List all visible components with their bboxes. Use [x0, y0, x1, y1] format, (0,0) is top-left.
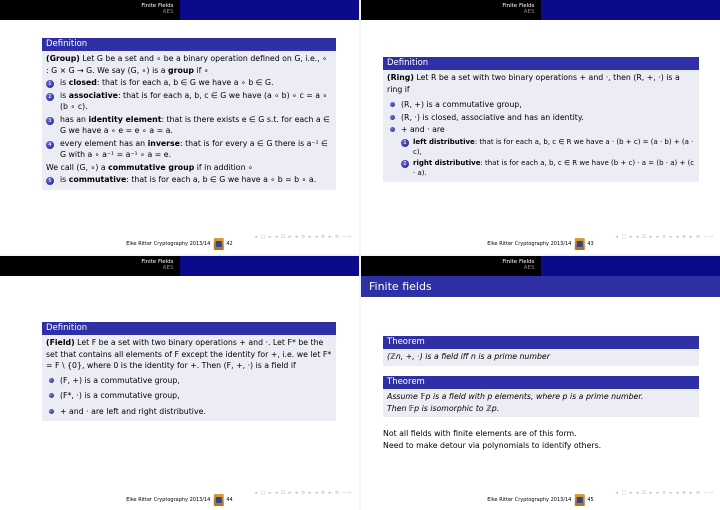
slide-43: [361, 0, 720, 254]
theorem-block-2: [383, 376, 699, 417]
number-bullet-icon: 1: [46, 80, 54, 88]
block-title: Definition: [42, 322, 336, 335]
sub-list-item: 1 left distributive: that is for each a, b, c ∈ R we have a · (b + c) = (a · b) + (a · c),: [401, 137, 695, 157]
bullet-icon: [49, 378, 54, 383]
beamer-nav-controls[interactable]: ◂ □ ▸ ◂ ⊡ ▸ ◂ ≡ ▸ ◂ ≣ ▸ ≡ ∽∾: [254, 234, 353, 240]
header-title: Finite Fields: [502, 3, 535, 9]
block-title: Theorem: [383, 376, 699, 389]
list-item: (F*, ·) is a commutative group,: [46, 390, 332, 402]
university-logo-icon: [574, 494, 584, 506]
page-number: 45: [587, 497, 594, 503]
header-title: Finite Fields: [502, 259, 535, 265]
body-text: Not all fields with finite elements are of this form. Need to make detour via polynomials to identify others.: [383, 429, 602, 450]
slide-header: [0, 256, 359, 276]
university-logo-icon: [213, 238, 223, 250]
header-subtitle: AES: [523, 265, 535, 272]
block-body: (Ring) Let R be a set with two binary operations + and ·, then (R, +, ·) is a ring if (R, +) is a commutative group, (R, ·) is closed, associative and has an identity. + and · are 1 left distributive: that is for each a, b, c ∈ R we have a · (b + c) = (a · b) + (a · c), 2 right distributive: that is for each a, b, c ∈ R we have (b + c) · a = (b · a) + (c · a).: [383, 70, 699, 182]
bullet-icon: [49, 409, 54, 414]
definition-block: [42, 38, 336, 190]
bullet-icon: [390, 115, 395, 120]
slide-42: [0, 0, 359, 254]
number-bullet-icon: 3: [46, 117, 54, 125]
header-subtitle: AES: [162, 265, 174, 272]
bullet-icon: [390, 102, 395, 107]
beamer-nav-controls[interactable]: ◂ □ ▸ ◂ ⊡ ▸ ◂ ≡ ▸ ◂ ≣ ▸ ≡ ∽∾: [615, 490, 714, 496]
page-number: 42: [226, 241, 233, 247]
number-bullet-icon: 2: [46, 93, 54, 101]
block-title: Definition: [383, 57, 699, 70]
list-item: (R, +) is a commutative group,: [387, 99, 695, 111]
list-item: 4 every element has an inverse: that is for every a ∈ G there is a⁻¹ ∈ G with a ∘ a⁻¹ = a⁻¹ ∘ a = e.: [46, 138, 332, 161]
page-number: 43: [587, 241, 594, 247]
slide-footer: Eike Ritter Cryptography 2013/14 45: [361, 492, 720, 506]
number-bullet-icon: 5: [46, 177, 54, 185]
block-body: (ℤn, +, ·) is a field iff n is a prime number: [383, 349, 699, 366]
university-logo-icon: [574, 238, 584, 250]
block-title: Theorem: [383, 336, 699, 349]
slide-44: [0, 256, 359, 510]
beamer-nav-controls[interactable]: ◂ □ ▸ ◂ ⊡ ▸ ◂ ≡ ▸ ◂ ≣ ▸ ≡ ∽∾: [254, 490, 353, 496]
sub-list-item: 2 right distributive: that is for each a, b, c ∈ R we have (b + c) · a = (b · a) + (c · a).: [401, 158, 695, 178]
slide-footer: Eike Ritter Cryptography 2013/14 44: [0, 492, 359, 506]
list-item: (R, ·) is closed, associative and has an identity.: [387, 112, 695, 124]
frame-title: Finite fields: [361, 276, 720, 297]
header-subtitle: AES: [162, 9, 174, 16]
list-item: 3 has an identity element: that is there exists e ∈ G s.t. for each a ∈ G we have a ∘ e = e ∘ a = a.: [46, 114, 332, 137]
list-item: + and · are: [387, 124, 695, 136]
slide-header: [361, 0, 720, 20]
number-bullet-icon: 4: [46, 141, 54, 149]
slide-footer: Eike Ritter Cryptography 2013/14 42: [0, 236, 359, 250]
list-item: 2 is associative: that is for each a, b, c ∈ G we have (a ∘ b) ∘ c = a ∘ (b ∘ c).: [46, 90, 332, 113]
header-title: Finite Fields: [141, 259, 174, 265]
list-item: 1 is closed: that is for each a, b ∈ G we have a ∘ b ∈ G.: [46, 77, 332, 89]
block-body: Assume 𝔽p is a field with p elements, where p is a prime number. Then 𝔽p is isomorphic to ℤp.: [383, 389, 699, 417]
slide-header: [361, 256, 720, 276]
header-subtitle: AES: [523, 9, 535, 16]
bullet-icon: [49, 393, 54, 398]
beamer-nav-controls[interactable]: ◂ □ ▸ ◂ ⊡ ▸ ◂ ≡ ▸ ◂ ≣ ▸ ≡ ∽∾: [615, 234, 714, 240]
number-bullet-icon: 2: [401, 160, 409, 168]
university-logo-icon: [213, 494, 223, 506]
list-item: (F, +) is a commutative group,: [46, 375, 332, 387]
slide-header: [0, 0, 359, 20]
definition-block: [42, 322, 336, 421]
number-bullet-icon: 1: [401, 139, 409, 147]
definition-block: [383, 57, 699, 182]
bullet-icon: [390, 127, 395, 132]
slide-footer: Eike Ritter Cryptography 2013/14 43: [361, 236, 720, 250]
list-item: + and · are left and right distributive.: [46, 406, 332, 418]
list-item: 5 is commutative: that is for each a, b ∈ G we have a ∘ b = b ∘ a.: [46, 174, 332, 186]
theorem-block-1: [383, 336, 699, 366]
page-number: 44: [226, 497, 233, 503]
header-title: Finite Fields: [141, 3, 174, 9]
slide-45: [361, 256, 720, 510]
block-body: (Field) Let F be a set with two binary operations + and ·. Let F* be the set that contains all elements of F except the identity for +, i.e. we let F* = F \ {0}, where 0 is the identity for +. Then (F, +, ·) is a field if (F, +) is a commutative group, (F*, ·) is a commutative group, + and · are left and right distributive.: [42, 335, 336, 421]
block-title: Definition: [42, 38, 336, 51]
block-body: (Group) Let G be a set and ∘ be a binary operation defined on G, i.e., ∘ : G × G → G. We say (G, ∘) is a group if ∘ 1 is closed: that is for each a, b ∈ G we have a ∘ b ∈ G. 2 is associative: that is for each a, b, c ∈ G we have (a ∘ b) ∘ c = a ∘ (b ∘ c). 3 has an identity element: that is there exists e ∈ G s.t. for each a ∈ G we have a ∘ e = e ∘ a = a. 4 every element has an inverse: that is for every a ∈ G there is a⁻¹ ∈ G with a ∘ a⁻¹ = a⁻¹ ∘ a = e. We call (G, ∘) a commutative group if in addition ∘ 5 is commutative: that is for each a, b ∈ G we have a ∘ b = b ∘ a.: [42, 51, 336, 190]
